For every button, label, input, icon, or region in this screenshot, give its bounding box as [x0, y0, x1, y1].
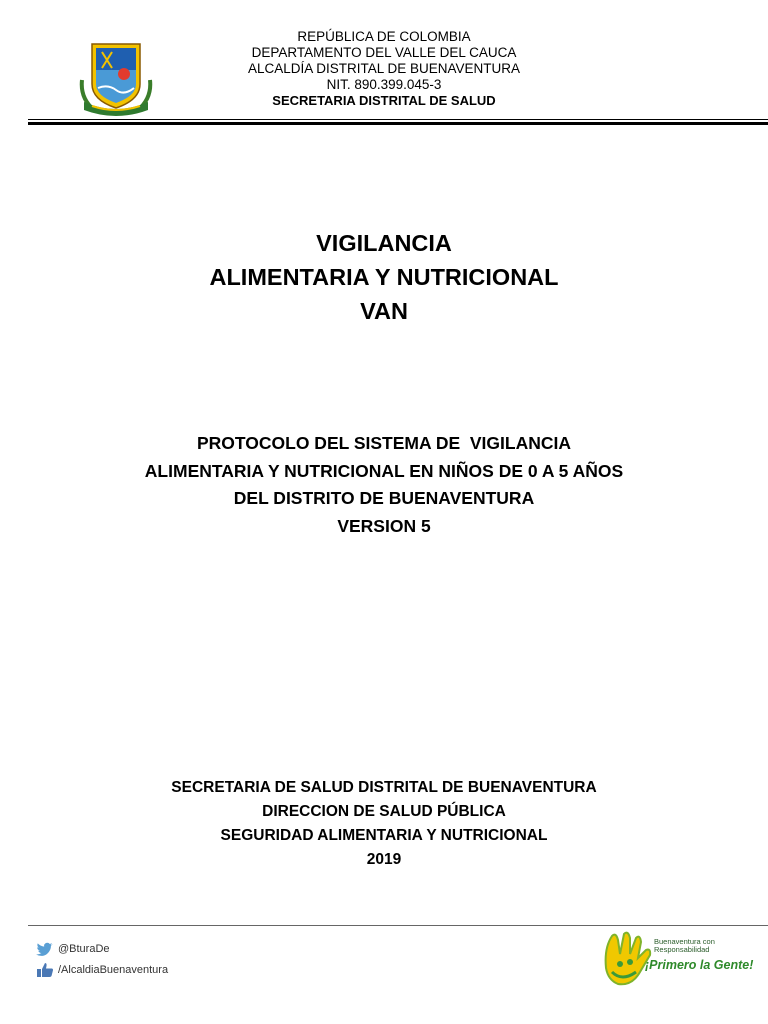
document-header	[0, 0, 768, 125]
tagline-line: Buenaventura con	[654, 937, 715, 946]
footer-divider	[28, 925, 768, 926]
subtitle-line: DEL DISTRITO DE BUENAVENTURA	[233, 488, 535, 508]
twitter-icon	[36, 942, 54, 956]
social-links	[36, 938, 168, 980]
document-subtitle	[0, 430, 768, 540]
tagline-line: Responsabilidad	[654, 945, 710, 954]
issuer-block	[0, 776, 768, 872]
document-title	[0, 226, 768, 328]
issuer-line: DIRECCION DE SALUD PÚBLICA	[262, 803, 506, 820]
header-secretariat: SECRETARIA DISTRITAL DE SALUD	[272, 93, 496, 108]
title-line: VIGILANCIA	[316, 230, 452, 256]
issuer-line: SEGURIDAD ALIMENTARIA Y NUTRICIONAL	[220, 827, 548, 844]
header-nit: NIT. 890.399.045-3	[326, 77, 442, 92]
coat-of-arms-icon	[78, 40, 154, 118]
campaign-logo	[598, 928, 754, 992]
title-line: VAN	[360, 298, 408, 324]
title-line: ALIMENTARIA Y NUTRICIONAL	[209, 264, 559, 290]
thumbs-up-icon	[36, 962, 54, 978]
header-country: REPÚBLICA DE COLOMBIA	[297, 29, 471, 44]
header-text	[200, 29, 568, 109]
header-mayoralty: ALCALDÍA DISTRITAL DE BUENAVENTURA	[247, 61, 521, 76]
campaign-tagline	[654, 938, 715, 954]
header-divider-thick	[28, 122, 768, 125]
issuer-line: SECRETARIA DE SALUD DISTRITAL DE BUENAVENTURA	[171, 779, 597, 796]
version-label: VERSION 5	[337, 515, 431, 536]
header-divider-thin	[28, 119, 768, 120]
subtitle-line: PROTOCOLO DEL SISTEMA DE VIGILANCIA	[196, 433, 571, 453]
subtitle-line: ALIMENTARIA Y NUTRICIONAL EN NIÑOS DE 0 A 5 AÑOS	[144, 460, 624, 481]
header-department: DEPARTAMENTO DEL VALLE DEL CAUCA	[251, 45, 517, 60]
twitter-link[interactable]	[36, 938, 168, 959]
facebook-page: /AlcaldiaBuenaventura	[58, 963, 169, 976]
issue-year: 2019	[366, 851, 402, 868]
campaign-slogan: ¡Primero la Gente!	[645, 958, 754, 972]
twitter-handle: @BturaDe	[58, 942, 110, 955]
facebook-link[interactable]	[36, 959, 168, 980]
